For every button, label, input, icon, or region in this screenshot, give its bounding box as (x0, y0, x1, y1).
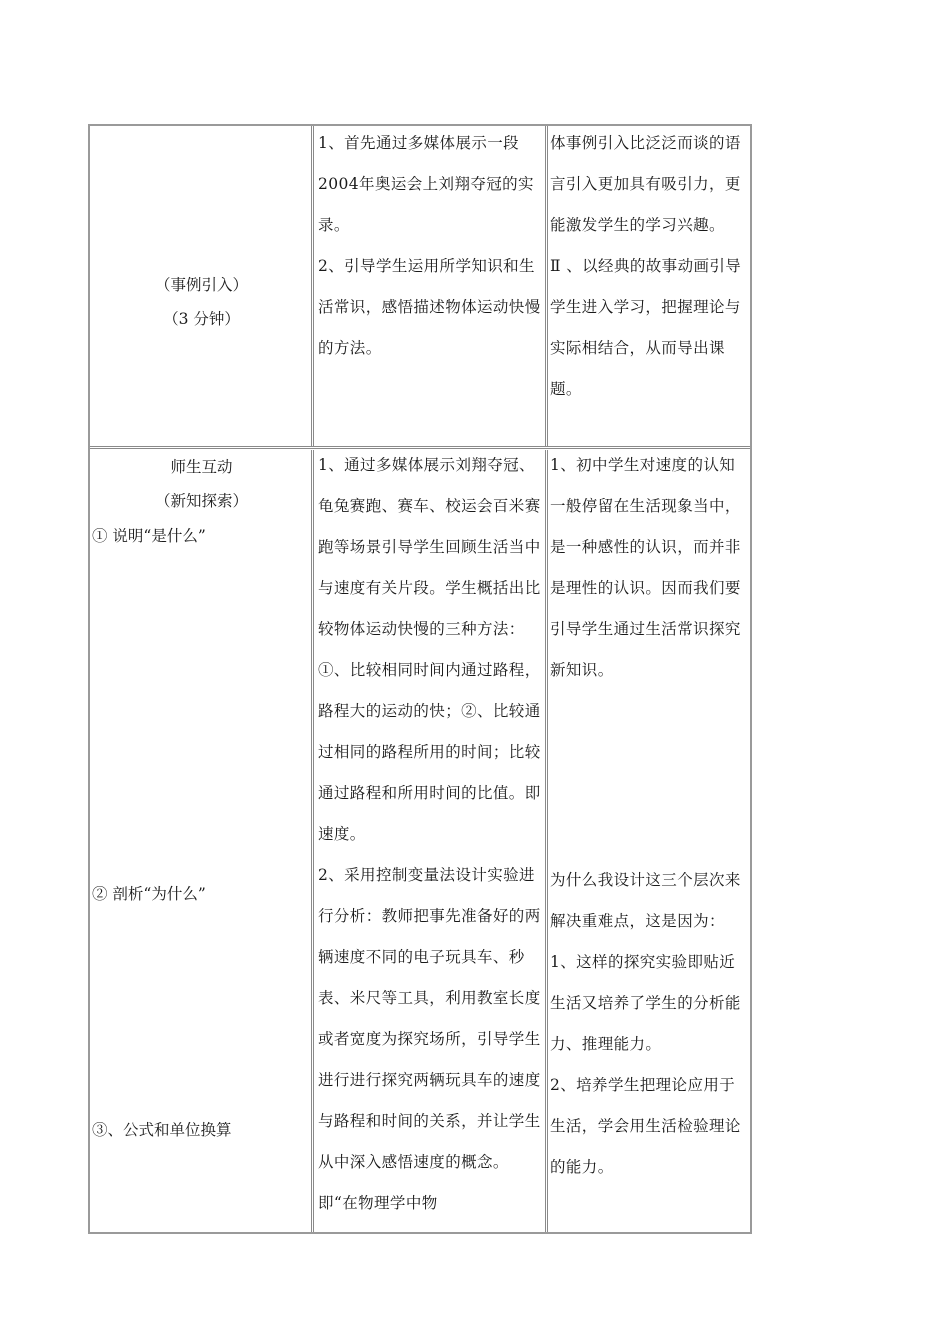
intent-cell (550, 450, 748, 1232)
intent-item: 体事例引入比泛泛而谈的语言引入更加具有吸引力，更能激发学生的学习兴趣。 (550, 134, 741, 234)
activity-item: 1、通过多媒体展示刘翔夺冠、龟兔赛跑、赛车、校运会百米赛跑等场景引导学生回顾生活当中与速度有关片段。学生概括出比较物体运动快慢的三种方法：①、比较相同时间内通过路程，路程大的运动的快；②、比较通过相同的路程所用的时间；比较通过路程和所用时间的比值。即速度。 (318, 456, 541, 843)
table-row-interaction (90, 450, 750, 1232)
activity-item: 2、引导学生运用所学知识和生活常识，感悟描述物体运动快慢的方法。 (318, 257, 541, 357)
table-row-intro (90, 126, 750, 449)
intent-cell (550, 126, 748, 446)
stage-label: （事例引入） (154, 276, 248, 294)
activity-cell (316, 126, 548, 446)
stage-cell (92, 450, 314, 1232)
intent-item: 1、这样的探究实验即贴近生活又培养了学生的分析能力、推理能力。 (550, 953, 741, 1053)
intent-item: 为什么我设计这三个层次来解决重难点，这是因为： (550, 871, 741, 930)
step-formula: ③、公式和单位换算 (92, 1121, 232, 1139)
step-what: ① 说明“是什么” (92, 527, 206, 545)
intent-item: 2、培养学生把理论应用于生活，学会用生活检验理论的能力。 (550, 1076, 741, 1176)
step-why: ② 剖析“为什么” (92, 885, 206, 903)
intent-item: 1、初中学生对速度的认知一般停留在生活现象当中，是一种感性的认识，而并非是理性的认识。因而我们要引导学生通过生活常识探究新知识。 (550, 456, 741, 679)
activity-cell (316, 450, 548, 1232)
stage-subtitle: （新知探索） (154, 492, 248, 510)
lesson-plan-table (88, 124, 752, 1234)
stage-cell (92, 126, 314, 446)
intent-item: Ⅱ 、以经典的故事动画引导学生进入学习，把握理论与实际相结合，从而导出课题。 (550, 257, 742, 398)
activity-item: 1、首先通过多媒体展示一段 2004年奥运会上刘翔夺冠的实录。 (318, 134, 534, 234)
stage-title: 师生互动 (170, 458, 233, 476)
duration-label: （3 分钟） (163, 310, 240, 328)
activity-item: 2、采用控制变量法设计实验进行分析：教师把事先准备好的两辆速度不同的电子玩具车、秒表、米尺等工具，利用教室长度或者宽度为探究场所，引导学生进行进行探究两辆玩具车的速度与路程和时间的关系，并让学生从中深入感悟速度的概念。即“在物理学中物 (318, 866, 541, 1212)
